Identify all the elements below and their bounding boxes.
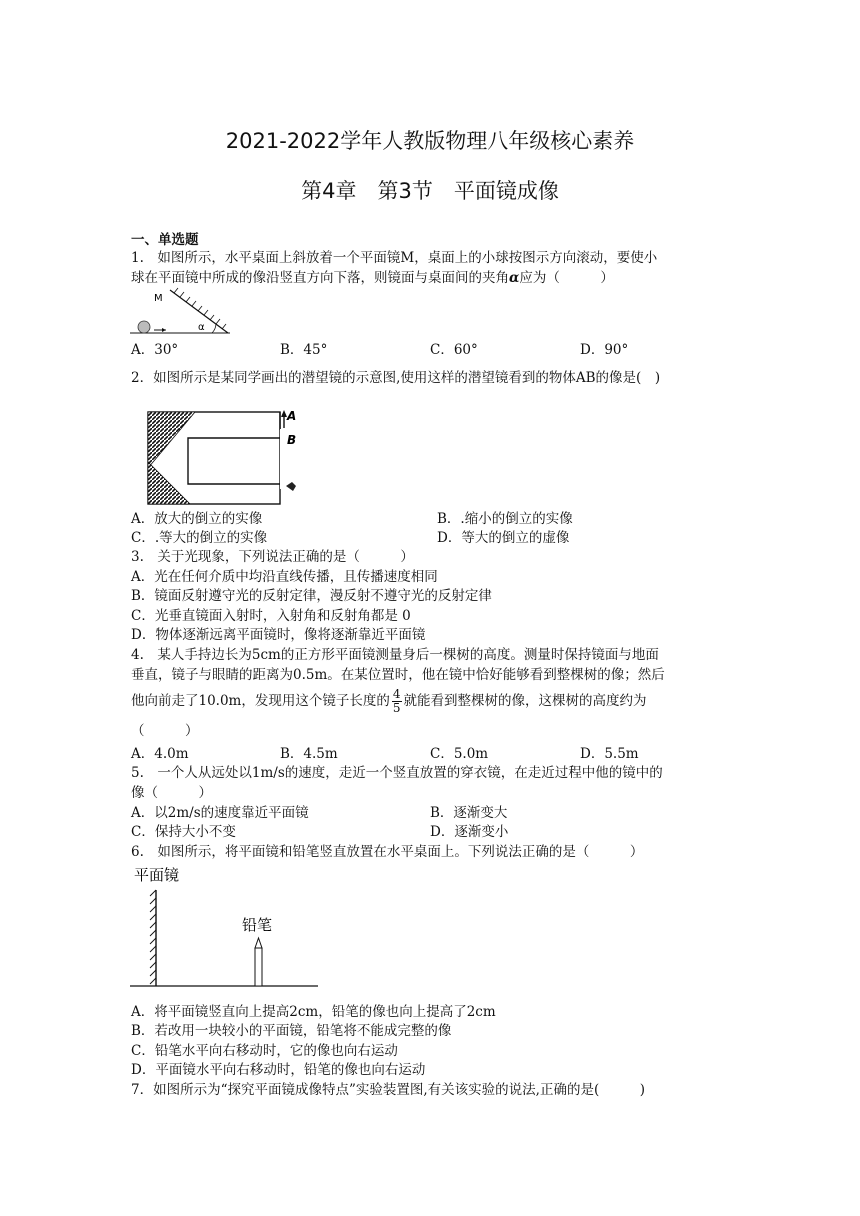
q1-line2: 球在平面镜中所成的像沿竖直方向下落，则镜面与桌面间的夹角α应为（ ） (131, 270, 614, 286)
q6-option-c: C．铅笔水平向右移动时，它的像也向右运动 (131, 1043, 398, 1059)
q3-option-c: C．光垂直镜面入射时，入射角和反射角都是 0 (131, 608, 411, 624)
q1-option-d: D．90° (580, 342, 629, 358)
q4-line4: （ ） (131, 723, 199, 739)
q5-option-b: B．逐渐变大 (430, 805, 508, 821)
q4-option-b: B．4.5m (280, 746, 338, 762)
q5-option-a: A．以2m/s的速度靠近平面镜 (131, 805, 309, 821)
q2-periscope-figure (140, 400, 320, 510)
section-heading: 一、单选题 (131, 232, 199, 248)
q4-line2: 垂直，镜子与眼睛的距离为0.5m。在某位置时，他在镜中恰好能够看到整棵树的像；然后 (131, 667, 665, 683)
q1-fig-m-label: M (154, 293, 163, 304)
q1-option-b: B．45° (280, 342, 328, 358)
q4-option-d: D．5.5m (580, 746, 639, 762)
q2-fig-b-label: B (287, 433, 297, 447)
q6-option-d: D．平面镜水平向右移动时，铅笔的像也向右运动 (131, 1062, 426, 1078)
chapter-subtitle: 第4章 第3节 平面镜成像 (301, 179, 559, 203)
q1-line1: 1. 如图所示，水平桌面上斜放着一个平面镜M，桌面上的小球按图示方向滚动，要使小 (131, 250, 658, 266)
q5-option-c: C．保持大小不变 (131, 824, 236, 840)
q2-option-d: D．等大的倒立的虚像 (437, 530, 570, 546)
q7-line1: 7．如图所示为“探究平面镜成像特点”实验装置图,有关该实验的说法,正确的是( ) (131, 1082, 646, 1098)
pencil-icon (255, 948, 262, 986)
q3-option-d: D．物体逐渐远离平面镜时，像将逐渐靠近平面镜 (131, 627, 426, 643)
q2-line1: 2．如图所示是某同学画出的潜望镜的示意图,使用这样的潜望镜看到的物体AB的像是( ) (131, 370, 661, 386)
q2-option-a: A．放大的倒立的实像 (131, 511, 263, 527)
q1-option-a: A．30° (131, 342, 179, 358)
q2-option-b: B．.缩小的倒立的实像 (437, 511, 573, 527)
q4-fraction: $\frac{4}{5}$ (392, 687, 401, 715)
q4-line3: 他向前走了10.0m，发现用这个镜子长度的 $\frac{4}{5}$ 就能看到整棵树的像，这棵树的高度约为 (131, 687, 647, 715)
document-title: 2021-2022学年人教版物理八年级核心素养 (225, 129, 635, 153)
q6-line1: 6. 如图所示，将平面镜和铅笔竖直放置在水平桌面上。下列说法正确的是（ ） (131, 844, 644, 860)
q5-option-d: D．逐渐变小 (430, 824, 509, 840)
ball-icon (138, 321, 150, 333)
q4-line1: 4. 某人手持边长为5cm的正方形平面镜测量身后一棵树的高度。测量时保持镜面与地面 (131, 647, 659, 663)
q1-figure (128, 288, 238, 338)
q6-option-b: B．若改用一块较小的平面镜，铅笔将不能成完整的像 (131, 1023, 452, 1039)
q3-option-b: B．镜面反射遵守光的反射定律，漫反射不遵守光的反射定律 (131, 588, 492, 604)
q6-mirror-pencil-figure (128, 862, 328, 992)
q5-line2: 像（ ） (131, 785, 212, 801)
q1-option-c: C．60° (430, 342, 478, 358)
q3-line1: 3. 关于光现象，下列说法正确的是（ ） (131, 549, 414, 565)
q2-option-c: C．.等大的倒立的实像 (131, 530, 268, 546)
q3-option-a: A．光在任何介质中均沿直线传播，且传播速度相同 (131, 569, 438, 585)
q2-fig-a-label: A (287, 409, 297, 423)
q4-option-c: C．5.0m (430, 746, 489, 762)
image-blob-icon (286, 482, 296, 491)
q6-option-a: A．将平面镜竖直向上提高2cm，铅笔的像也向上提高了2cm (131, 1004, 496, 1020)
q1-fig-alpha-label: α (198, 322, 205, 333)
q6-fig-pencil-label: 铅笔 (242, 916, 273, 934)
q4-option-a: A．4.0m (131, 746, 189, 762)
q6-fig-mirror-label: 平面镜 (134, 866, 180, 884)
q5-line1: 5. 一个人从远处以1m/s的速度，走近一个竖直放置的穿衣镜，在走近过程中他的镜中的 (131, 765, 663, 781)
